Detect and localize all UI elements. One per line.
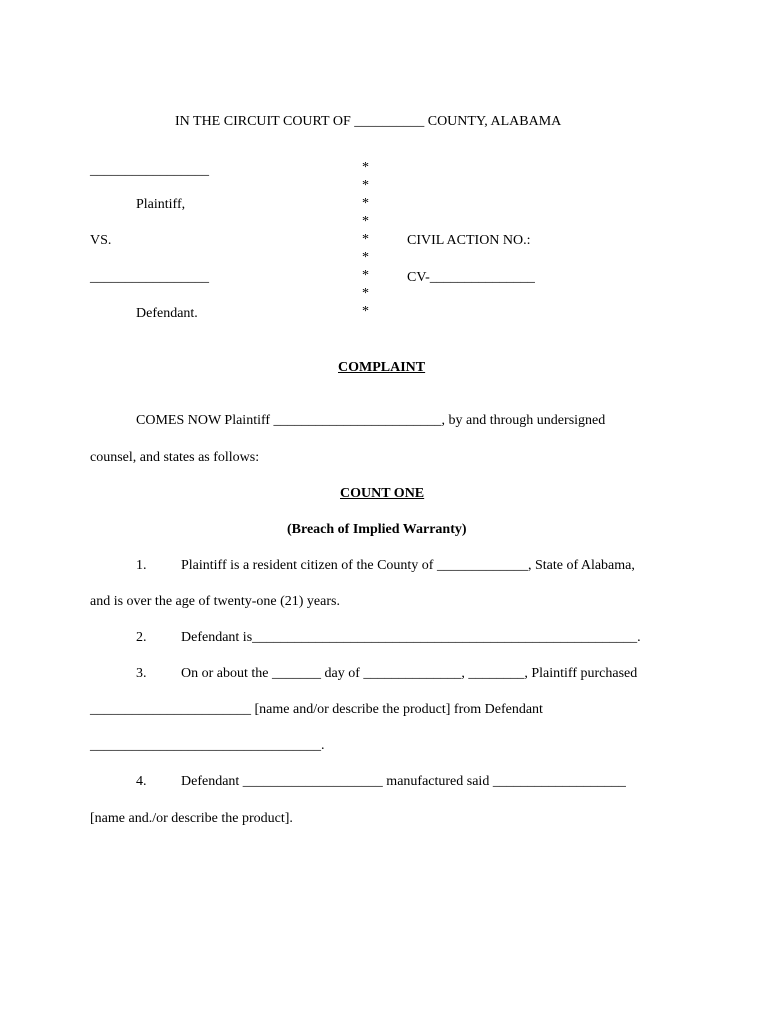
defendant-name-blank: _________________ bbox=[90, 270, 209, 285]
paragraph-2-line-1: Defendant is_______________________________________________________. bbox=[181, 630, 641, 645]
count-one-heading: COUNT ONE bbox=[340, 486, 425, 501]
caption-asterisk: * bbox=[362, 178, 369, 193]
paragraph-number: 2. bbox=[136, 630, 147, 645]
paragraph-3-line-1: On or about the _______ day of ______________, ________, Plaintiff purchased bbox=[181, 666, 638, 681]
caption-asterisk: * bbox=[362, 196, 369, 211]
paragraph-4-line-1: Defendant ____________________ manufactured said ___________________ bbox=[181, 774, 626, 789]
paragraph-4-line-2: [name and./or describe the product]. bbox=[90, 811, 293, 826]
plaintiff-name-blank: _________________ bbox=[90, 163, 209, 178]
plaintiff-label: Plaintiff, bbox=[136, 197, 186, 212]
paragraph-number: 4. bbox=[136, 774, 147, 789]
complaint-title: COMPLAINT bbox=[338, 360, 426, 375]
paragraph-3-line-2: _______________________ [name and/or describe the product] from Defendant bbox=[90, 702, 543, 717]
caption-asterisk: * bbox=[362, 304, 369, 319]
cv-number: CV-_______________ bbox=[407, 270, 535, 285]
defendant-label: Defendant. bbox=[136, 306, 198, 321]
caption-asterisk: * bbox=[362, 160, 369, 175]
paragraph-number: 1. bbox=[136, 558, 147, 573]
count-one-subheading: (Breach of Implied Warranty) bbox=[287, 522, 467, 537]
paragraph-3-line-3: _________________________________. bbox=[90, 738, 325, 753]
caption-asterisk: * bbox=[362, 250, 369, 265]
paragraph-number: 3. bbox=[136, 666, 147, 681]
vs-label: VS. bbox=[90, 233, 112, 248]
caption-asterisk: * bbox=[362, 268, 369, 283]
paragraph-1-line-2: and is over the age of twenty-one (21) years. bbox=[90, 594, 340, 609]
caption-asterisk: * bbox=[362, 232, 369, 247]
civil-action-label: CIVIL ACTION NO.: bbox=[407, 233, 531, 248]
court-heading: IN THE CIRCUIT COURT OF __________ COUNTY, ALABAMA bbox=[175, 114, 562, 129]
caption-asterisk: * bbox=[362, 214, 369, 229]
caption-asterisk: * bbox=[362, 286, 369, 301]
intro-line-1: COMES NOW Plaintiff ________________________, by and through undersigned bbox=[136, 413, 606, 428]
paragraph-1-line-1: Plaintiff is a resident citizen of the County of _____________, State of Alabama, bbox=[181, 558, 635, 573]
intro-line-2: counsel, and states as follows: bbox=[90, 450, 260, 465]
